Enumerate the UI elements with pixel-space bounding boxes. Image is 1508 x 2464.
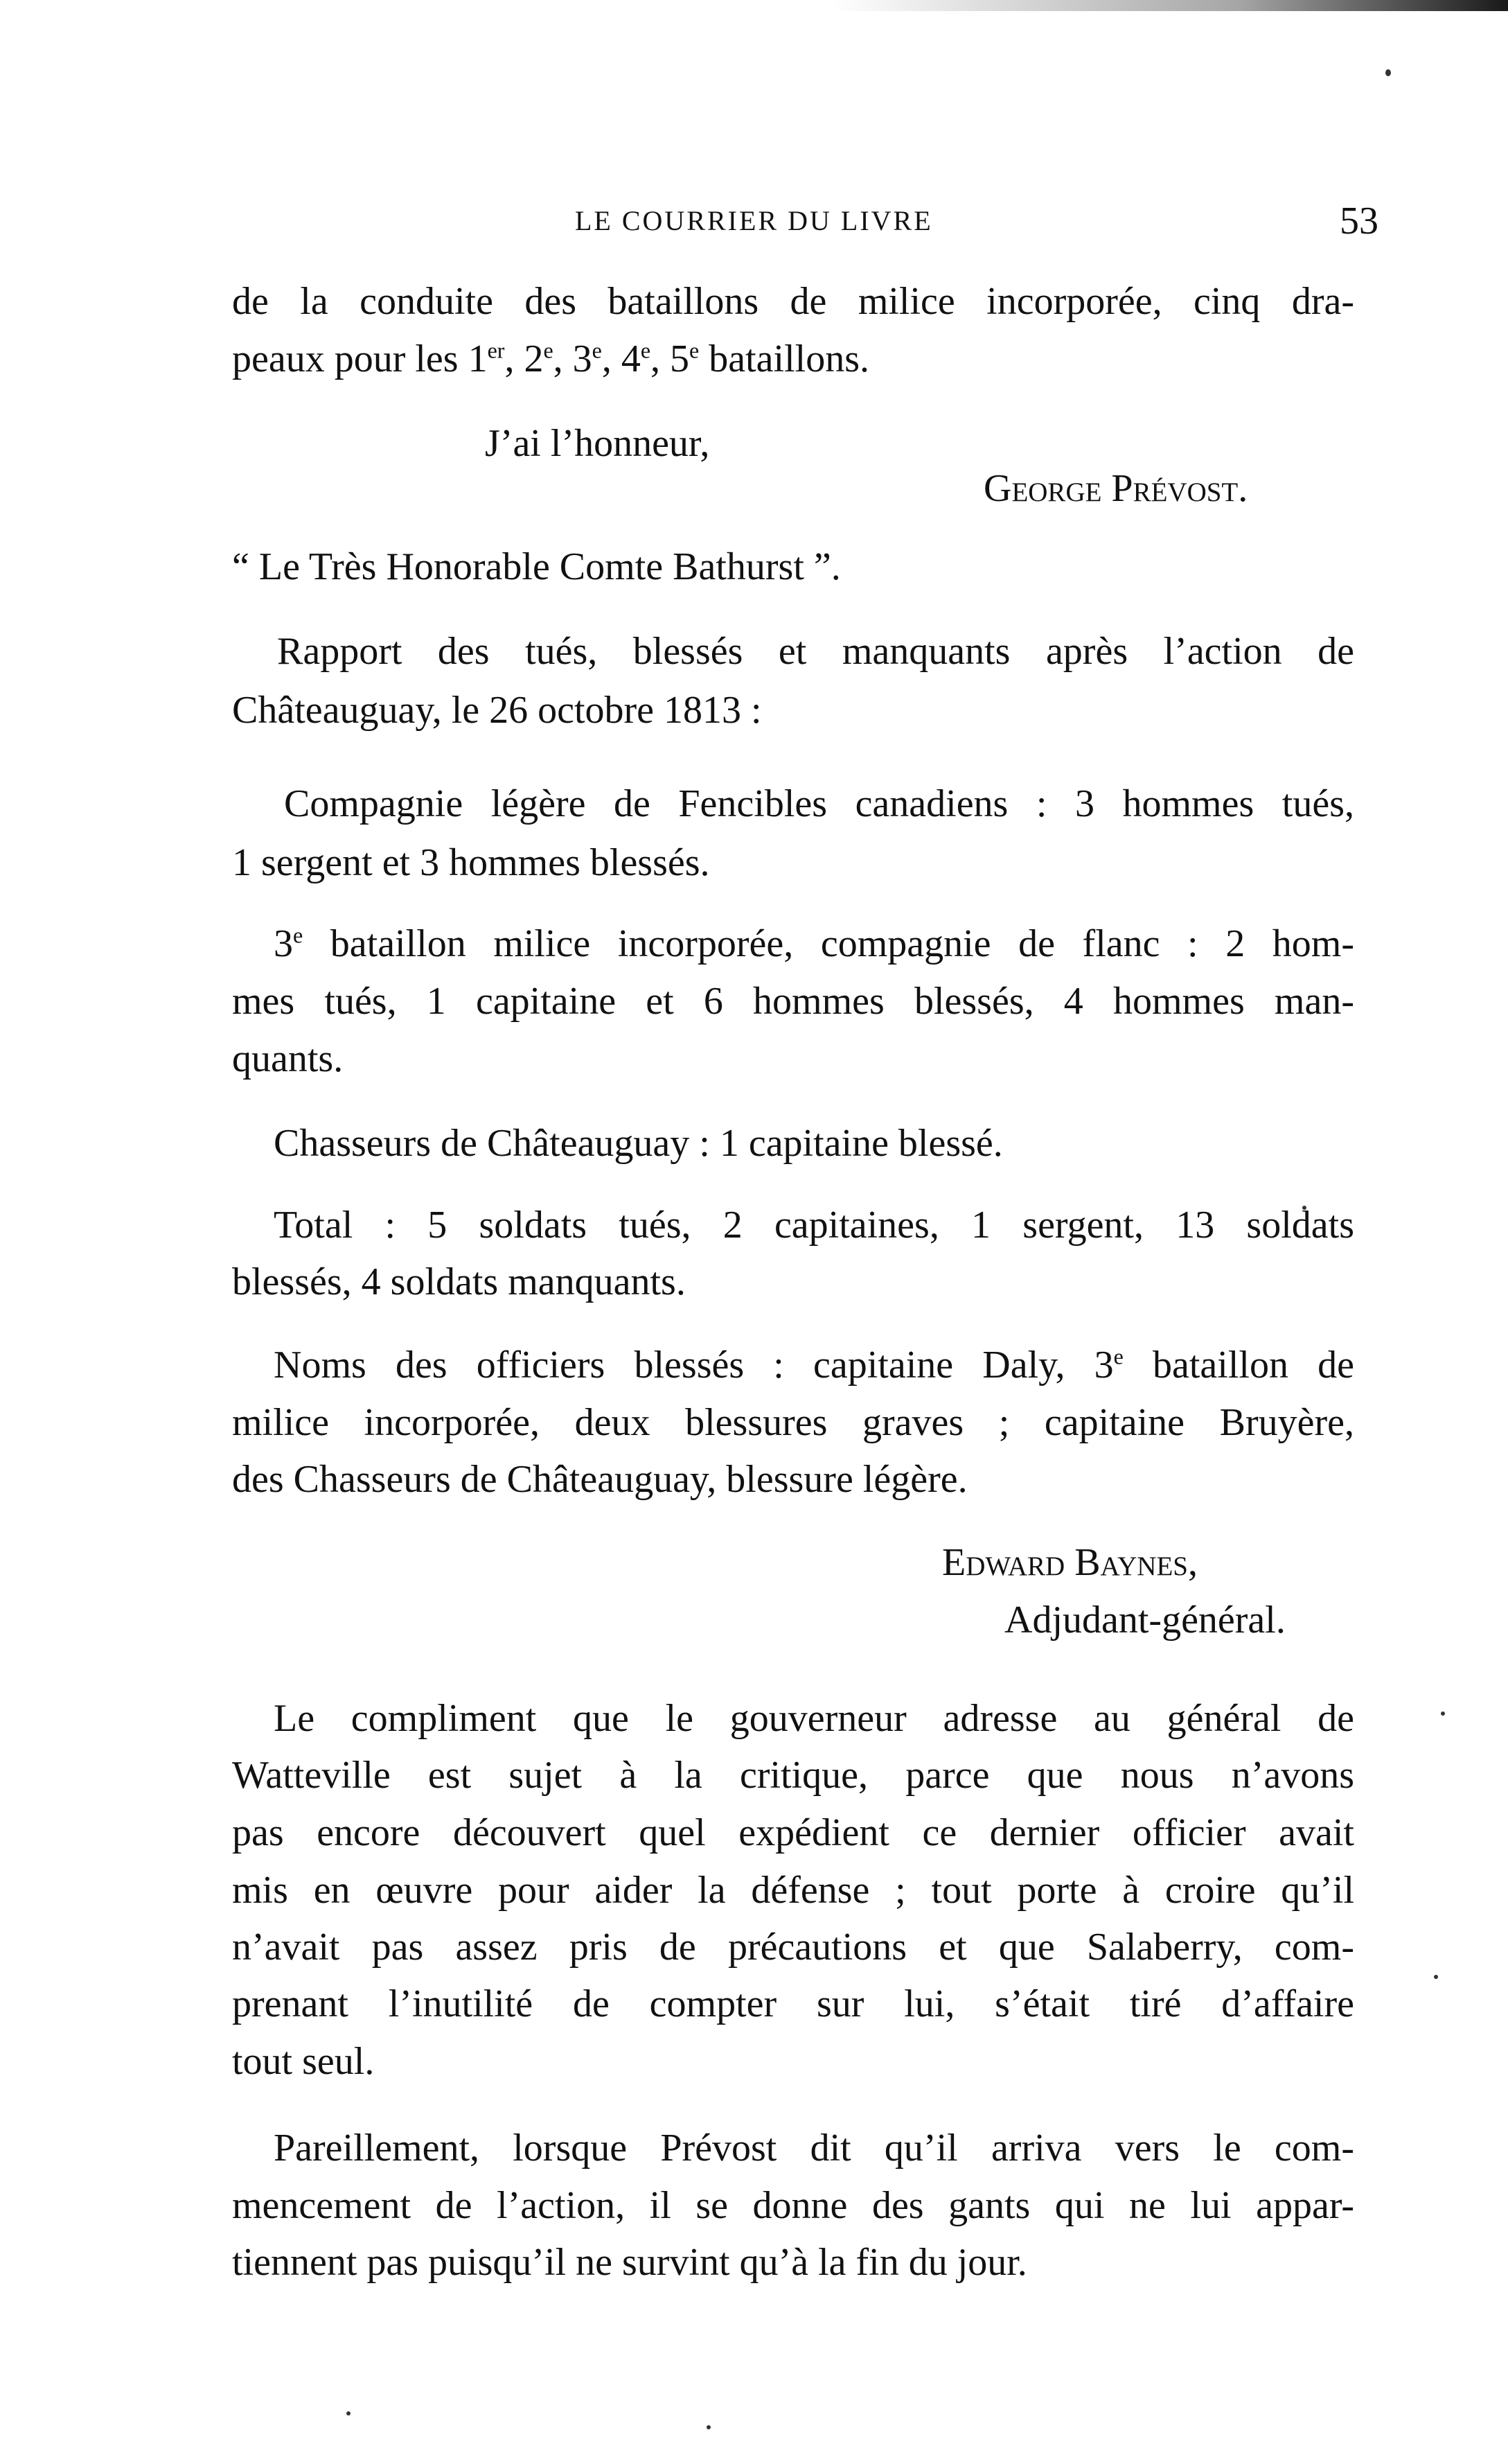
text-line: 1 sergent et 3 hommes blessés. (232, 841, 710, 884)
text-line: mencement de l’action, il se donne des gants qui ne lui appar- (232, 2184, 1354, 2227)
text-line: Pareillement, lorsque Prévost dit qu’il arriva vers le com- (274, 2127, 1354, 2170)
letter-closing: J’ai l’honneur, (485, 422, 710, 465)
text-line: 3e bataillon milice incorporée, compagnie de flanc : 2 hom- (274, 922, 1354, 965)
text-line: Le compliment que le gouverneur adresse au général de (274, 1697, 1354, 1740)
text-line: tout seul. (232, 2040, 375, 2083)
page-number: 53 (1340, 200, 1378, 243)
scan-speck (1385, 69, 1391, 76)
scan-speck (346, 2411, 351, 2415)
text-line: quants. (232, 1037, 344, 1080)
text-line: mis en œuvre pour aider la défense ; tout porte à croire qu’il (232, 1869, 1354, 1912)
scan-speck (1441, 1711, 1445, 1716)
text-line: mes tués, 1 capitaine et 6 hommes blessés, 4 hommes man- (232, 980, 1354, 1023)
text-line: milice incorporée, deux blessures graves ; capitaine Bruyère, (232, 1401, 1354, 1444)
text-line: tiennent pas puisqu’il ne survint qu’à la fin du jour. (232, 2241, 1027, 2284)
text-line: blessés, 4 soldats manquants. (232, 1260, 686, 1303)
text-line: peaux pour les 1er, 2e, 3e, 4e, 5e bataillons. (232, 337, 869, 380)
text-line: Rapport des tués, blessés et manquants après l’action de (277, 630, 1354, 673)
running-head: LE COURRIER DU LIVRE (575, 205, 933, 236)
scan-speck (1434, 1975, 1438, 1979)
text-line: prenant l’inutilité de compter sur lui, s’était tiré d’affaire (232, 1982, 1354, 2025)
signature-title: Adjudant-général. (1004, 1599, 1286, 1642)
text-line: Compagnie légère de Fencibles canadiens : 3 hommes tués, (284, 782, 1354, 825)
signature: George Prévost. (984, 467, 1248, 510)
text-line: Noms des officiers blessés : capitaine Daly, 3e bataillon de (274, 1344, 1354, 1387)
text-line: de la conduite des bataillons de milice incorporée, cinq dra- (232, 280, 1354, 323)
text-line: n’avait pas assez pris de précautions et que Salaberry, com- (232, 1926, 1354, 1969)
page-header (229, 200, 1378, 253)
addressee: “ Le Très Honorable Comte Bathurst ”. (232, 545, 841, 588)
signature: Edward Baynes, (942, 1541, 1198, 1584)
text-line: Watteville est sujet à la critique, parce que nous n’avons (232, 1754, 1354, 1797)
text-line: Total : 5 soldats tués, 2 capitaines, 1 sergent, 13 soldats (274, 1204, 1354, 1247)
text-line: des Chasseurs de Châteauguay, blessure légère. (232, 1458, 968, 1501)
text-line: Chasseurs de Châteauguay : 1 capitaine blessé. (274, 1122, 1003, 1165)
scan-edge-shadow (831, 0, 1508, 11)
text-line: Châteauguay, le 26 octobre 1813 : (232, 689, 762, 732)
scan-speck (707, 2425, 711, 2429)
text-line: pas encore découvert quel expédient ce dernier officier avait (232, 1811, 1354, 1854)
